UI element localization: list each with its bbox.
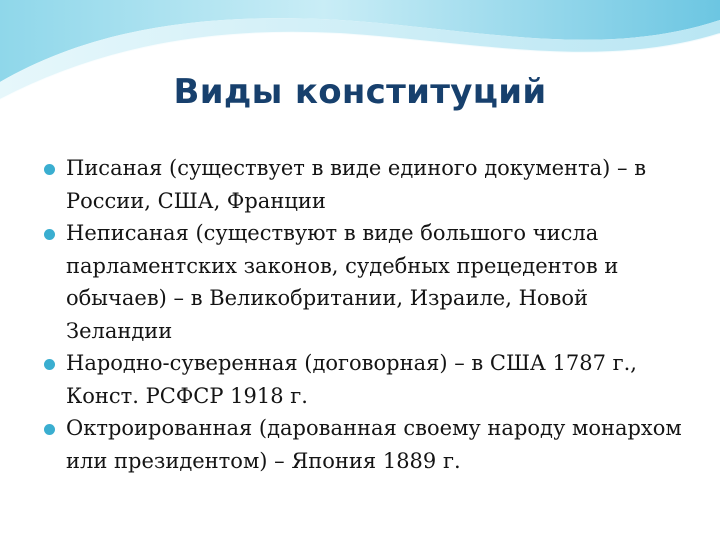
bullet-dot-icon [44,229,55,240]
bullet-list [44,152,694,477]
bullet-item-popular-sovereign [44,347,694,412]
bullet-dot-icon [44,424,55,435]
bullet-text: Народно-суверенная (договорная) – в США 1787 г., Конст. РСФСР 1918 г. [66,351,637,408]
bullet-text: Октроированная (дарованная своему народу монархом или президентом) – Япония 1889 г. [66,416,682,473]
bullet-text: Писаная (существует в виде единого документа) – в России, США, Франции [66,156,647,213]
bullet-text: Неписаная (существуют в виде большого числа парламентских законов, судебных прецедентов и обычаев) – в Великобритании, Израиле, Новой Зеландии [66,221,619,343]
slide-title: Виды конституций [173,72,547,112]
bullet-dot-icon [44,359,55,370]
bullet-item-octroyed [44,412,694,477]
bullet-item-unwritten [44,217,694,347]
bullet-item-written [44,152,694,217]
bullet-dot-icon [44,164,55,175]
